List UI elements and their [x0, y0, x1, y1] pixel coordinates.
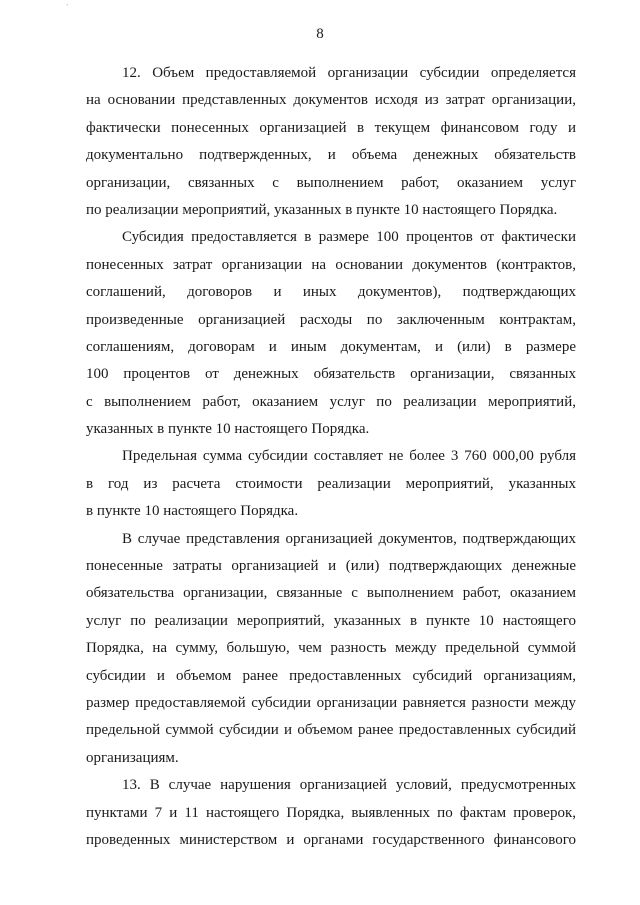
paragraph-item-13 — [86, 772, 576, 854]
text-line: проведенных министерством и органами государственного финансового — [86, 831, 576, 848]
text-line: по реализации мероприятий, указанных в пункте 10 настоящего Порядка. — [86, 201, 558, 218]
text-line: с выполнением работ, оказанием услуг по реализации мероприятий, — [86, 393, 576, 410]
text-line: Порядка, на сумму, большую, чем разность между предельной суммой — [86, 640, 576, 657]
text-line: понесенных затрат организации на основании документов (контрактов, — [86, 256, 576, 273]
paragraph-subsidy-percent — [86, 224, 576, 443]
text-line: документально подтвержденных, и объема денежных обязательств — [86, 147, 576, 164]
text-line: субсидии и объемом ранее предоставленных субсидий организациям, — [86, 667, 576, 684]
text-line: пунктами 7 и 11 настоящего Порядка, выявленных по фактам проверок, — [86, 804, 576, 821]
text-line: организациям. — [86, 749, 179, 766]
text-line: Субсидия предоставляется в размере 100 процентов от фактически — [122, 229, 576, 246]
text-line: организации, связанных с выполнением работ, оказанием услуг — [86, 174, 576, 191]
paragraph-excess-documents — [86, 526, 576, 773]
text-line: В случае представления организацией документов, подтверждающих — [122, 530, 576, 547]
text-line: указанных в пункте 10 настоящего Порядка. — [86, 421, 370, 438]
text-line: на основании представленных документов исходя из затрат организации, — [86, 92, 576, 109]
text-line: размер предоставляемой субсидии организации равняется разности между — [86, 694, 576, 711]
text-line: произведенные организацией расходы по заключенным контрактам, — [86, 311, 576, 328]
text-line: 12. Объем предоставляемой организации субсидии определяется — [122, 65, 576, 81]
corner-mark: ` — [66, 3, 69, 12]
page-number: 8 — [316, 26, 324, 42]
text-line: 100 процентов от денежных обязательств организации, связанных — [86, 366, 576, 383]
paragraph-maximum-amount — [86, 443, 576, 525]
text-line: фактически понесенных организацией в текущем финансовом году и — [86, 119, 576, 136]
paragraph-item-12 — [86, 60, 576, 224]
text-line: услуг по реализации мероприятий, указанных в пункте 10 настоящего — [86, 612, 576, 629]
document-body — [86, 60, 576, 854]
text-line: соглашений, договоров и иных документов), подтверждающих — [86, 284, 576, 301]
text-line: понесенные затраты организацией и (или) подтверждающих денежные — [86, 558, 576, 575]
text-line: 13. В случае нарушения организацией условий, предусмотренных — [122, 777, 576, 794]
text-line: в год из расчета стоимости реализации мероприятий, указанных — [86, 475, 576, 492]
text-line: Предельная сумма субсидии составляет не более 3 760 000,00 рубля — [122, 448, 576, 465]
text-line: соглашениям, договорам и иным документам, и (или) в размере — [86, 338, 576, 355]
text-line: в пункте 10 настоящего Порядка. — [86, 503, 299, 520]
text-line: предельной суммой субсидии и объемом ранее предоставленных субсидий — [86, 722, 576, 739]
text-line: обязательства организации, связанные с выполнением работ, оказанием — [86, 585, 576, 602]
